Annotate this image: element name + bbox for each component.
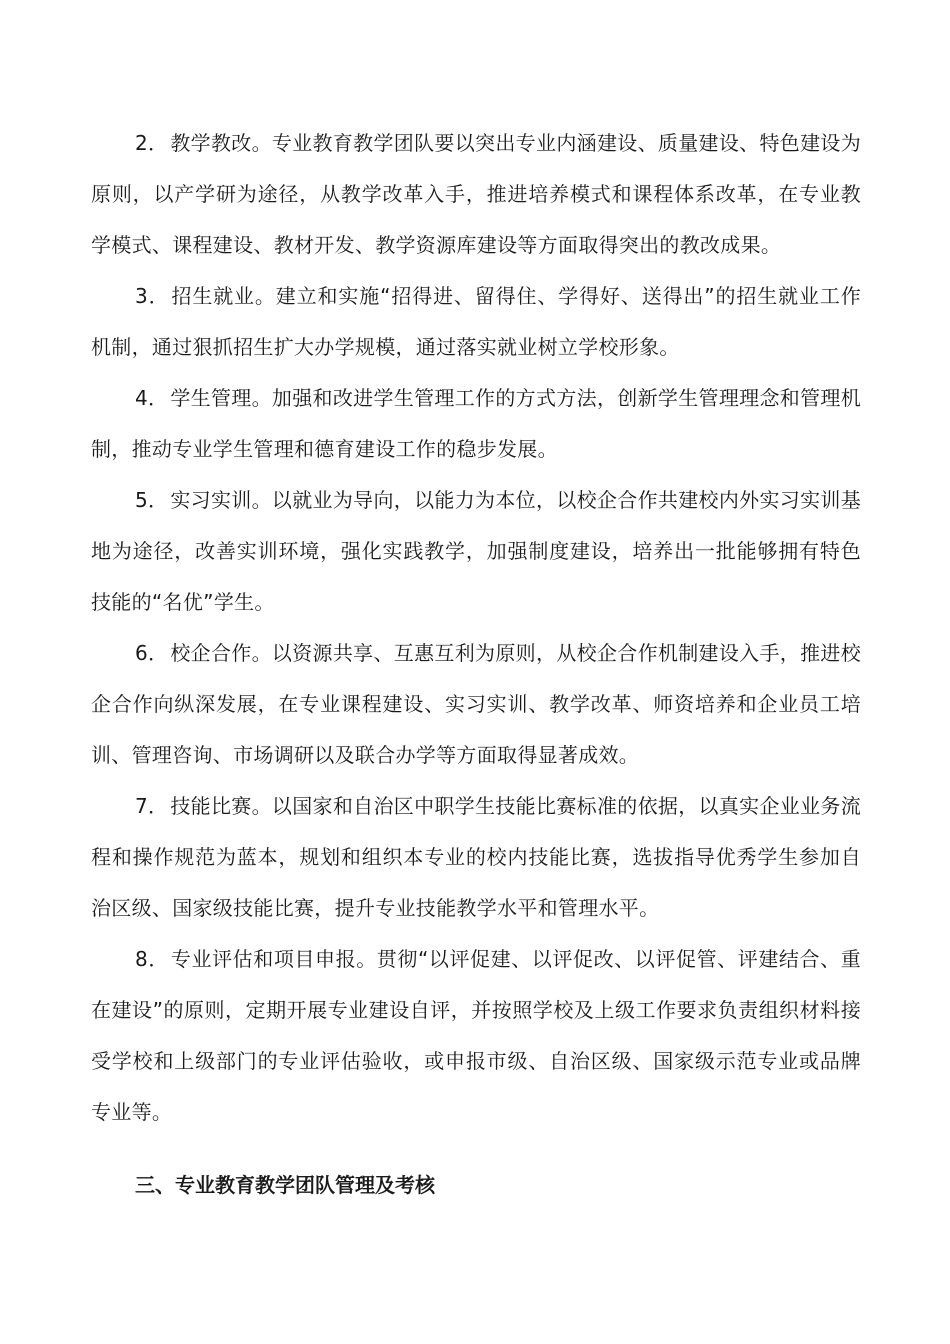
paragraph-text: 实习实训。以就业为导向，以能力为本位，以校企合作共建校内外实习实训基地为途径，改善实训环境，强化实践教学，加强制度建设，培养出一批能够拥有特色技能的“名优”学生。 xyxy=(91,488,862,614)
paragraph-text: 教学教改。专业教育教学团队要以突出专业内涵建设、质量建设、特色建设为原则，以产学研为途径，从教学改革入手，推进培养模式和课程体系改革，在专业教学模式、课程建设、教材开发、教学资源库建设等方面取得突出的教改成果。 xyxy=(91,131,862,257)
paragraph-number: 4． xyxy=(135,386,169,410)
paragraph-number: 8． xyxy=(135,947,169,971)
paragraph-number: 7． xyxy=(135,794,169,818)
paragraph-text: 技能比赛。以国家和自治区中职学生技能比赛标准的依据，以真实企业业务流程和操作规范为蓝本，规划和组织本专业的校内技能比赛，选拔指导优秀学生参加自治区级、国家级技能比赛，提升专业技能教学水平和管理水平。 xyxy=(91,794,862,920)
paragraph-text: 学生管理。加强和改进学生管理工作的方式方法，创新学生管理理念和管理机制，推动专业学生管理和德育建设工作的稳步发展。 xyxy=(91,386,862,461)
paragraph-student-management xyxy=(91,373,861,475)
section-heading: 三、专业教育教学团队管理及考核 xyxy=(135,1173,435,1197)
document-page xyxy=(91,118,861,1211)
paragraph-number: 2． xyxy=(135,131,169,155)
paragraph-teaching-reform xyxy=(91,118,861,271)
paragraph-number: 6． xyxy=(135,641,169,665)
paragraph-evaluation-application xyxy=(91,934,861,1138)
paragraph-text: 专业评估和项目申报。贯彻“以评促建、以评促改、以评促管、评建结合、重在建设”的原则，定期开展专业建设自评，并按照学校及上级工作要求负责组织材料接受学校和上级部门的专业评估验收，或申报市级、自治区级、国家级示范专业或品牌专业等。 xyxy=(91,947,861,1124)
paragraph-number: 3． xyxy=(135,284,170,308)
paragraph-text: 招生就业。建立和实施“招得进、留得住、学得好、送得出”的招生就业工作机制，通过狠抓招生扩大办学规模，通过落实就业树立学校形象。 xyxy=(91,284,862,359)
paragraph-skill-competition xyxy=(91,781,861,934)
paragraph-enrollment-employment xyxy=(91,271,861,373)
paragraph-school-enterprise xyxy=(91,628,861,781)
paragraph-internship-training xyxy=(91,475,861,628)
paragraph-text: 校企合作。以资源共享、互惠互利为原则，从校企合作机制建设入手，推进校企合作向纵深发展，在专业课程建设、实习实训、教学改革、师资培养和企业员工培训、管理咨询、市场调研以及联合办学等方面取得显著成效。 xyxy=(91,641,862,767)
paragraph-number: 5． xyxy=(135,488,169,512)
